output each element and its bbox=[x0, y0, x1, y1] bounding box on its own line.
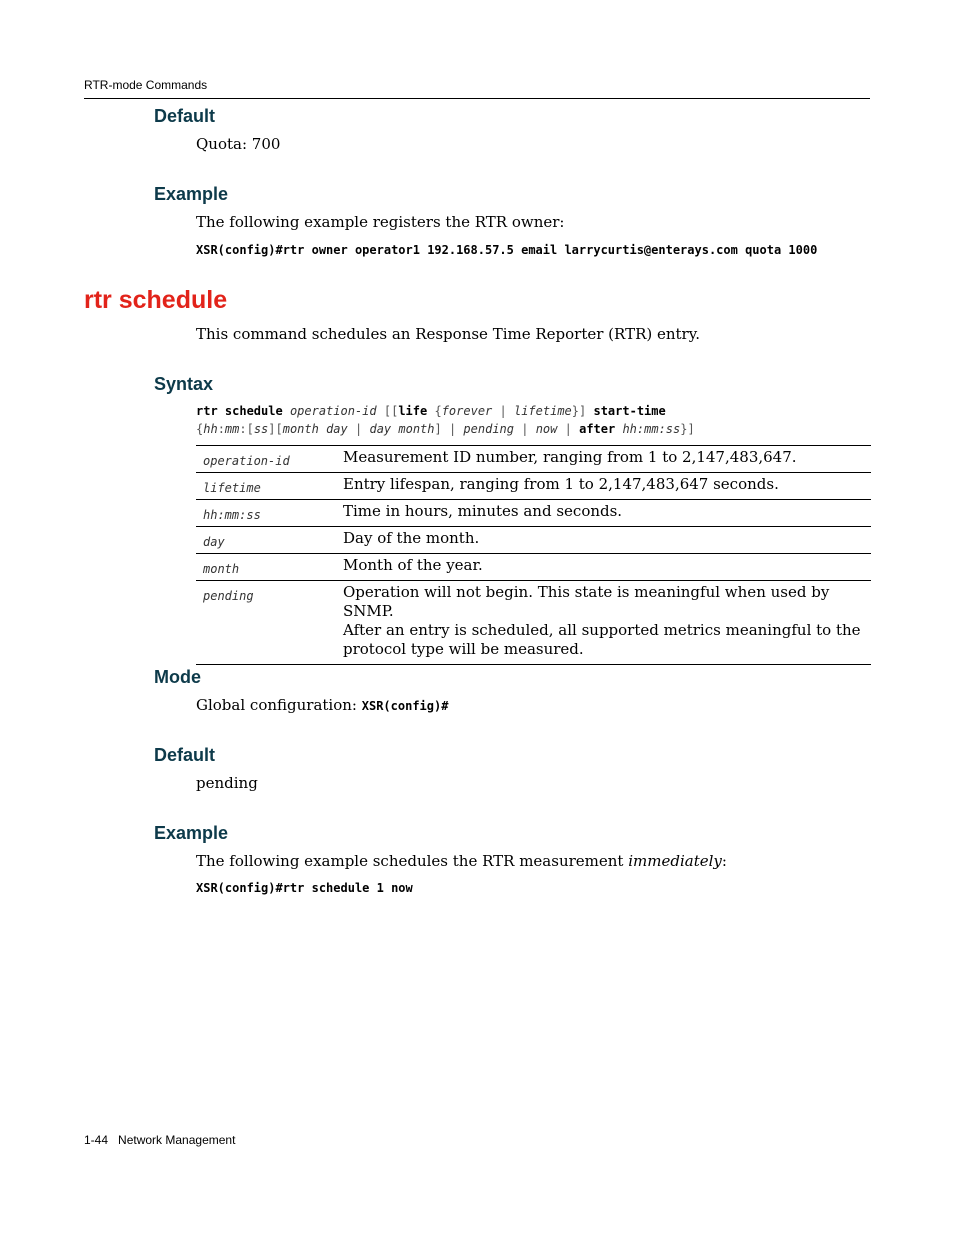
param-description: Measurement ID number, ranging from 1 to 2,147,483,647. bbox=[343, 446, 871, 473]
example-code-2: XSR(config)#rtr schedule 1 now bbox=[196, 881, 413, 895]
syntax-punctuation: { bbox=[434, 404, 442, 418]
page-number: 1-44 bbox=[84, 1133, 109, 1147]
syntax-argument: ss bbox=[253, 422, 269, 436]
table-row bbox=[196, 554, 871, 581]
default-heading: Default bbox=[154, 106, 216, 126]
syntax-keyword: start-time bbox=[593, 404, 666, 418]
default-text: Quota: 700 bbox=[196, 135, 281, 153]
syntax-argument: month day bbox=[282, 422, 348, 436]
param-description-line: protocol type will be measured. bbox=[343, 640, 584, 658]
param-term: operation-id bbox=[196, 446, 343, 473]
example-text-2 bbox=[196, 852, 727, 870]
syntax-punctuation: ][ bbox=[268, 422, 283, 436]
syntax-argument: operation-id bbox=[289, 404, 377, 418]
syntax-line-2 bbox=[196, 422, 695, 436]
syntax-punctuation: [[ bbox=[383, 404, 399, 418]
example-text-lead: The following example schedules the RTR measurement bbox=[196, 852, 624, 870]
default-heading-2: Default bbox=[154, 745, 216, 765]
table-row bbox=[196, 500, 871, 527]
example-text-emphasis: immediately bbox=[628, 852, 722, 870]
example-heading: Example bbox=[154, 184, 229, 204]
page-footer bbox=[84, 1133, 235, 1147]
syntax-punctuation: | bbox=[521, 422, 529, 436]
example-heading-2: Example bbox=[154, 823, 229, 843]
example-text: The following example registers the RTR owner: bbox=[196, 213, 565, 231]
example-text-tail: : bbox=[721, 852, 727, 870]
param-description: Day of the month. bbox=[343, 527, 871, 554]
footer-title: Network Management bbox=[118, 1133, 236, 1147]
header-rule bbox=[84, 98, 870, 99]
mode-text bbox=[196, 696, 448, 714]
param-term: hh:mm:ss bbox=[196, 500, 343, 527]
syntax-line-1 bbox=[196, 404, 666, 418]
syntax-punctuation: { bbox=[196, 422, 204, 436]
command-title: rtr schedule bbox=[84, 286, 228, 314]
param-term: month bbox=[196, 554, 343, 581]
syntax-keyword: after bbox=[579, 422, 616, 436]
table-row bbox=[196, 473, 871, 500]
syntax-heading: Syntax bbox=[154, 374, 214, 394]
param-description: Month of the year. bbox=[343, 554, 871, 581]
table-row bbox=[196, 527, 871, 554]
syntax-argument: hh:mm:ss bbox=[622, 422, 681, 436]
syntax-punctuation: :[ bbox=[239, 422, 254, 436]
syntax-argument: pending bbox=[463, 422, 514, 436]
syntax-punctuation: | bbox=[355, 422, 363, 436]
param-description: Time in hours, minutes and seconds. bbox=[343, 500, 871, 527]
syntax-punctuation: }] bbox=[571, 404, 587, 418]
parameter-table bbox=[196, 445, 871, 665]
syntax-argument: lifetime bbox=[513, 404, 572, 418]
param-description-line: After an entry is scheduled, all supported metrics meaningful to the bbox=[343, 621, 861, 639]
syntax-argument: day month bbox=[369, 422, 435, 436]
syntax-punctuation: | bbox=[564, 422, 572, 436]
table-row bbox=[196, 446, 871, 473]
syntax-argument: hh bbox=[203, 422, 218, 436]
table-row bbox=[196, 581, 871, 665]
syntax-argument: now bbox=[535, 422, 558, 436]
example-code: XSR(config)#rtr owner operator1 192.168.57.5 email larrycurtis@enterays.com quota 1000 bbox=[196, 243, 818, 257]
syntax-argument: mm bbox=[224, 422, 240, 436]
syntax-punctuation: }] bbox=[680, 422, 695, 436]
mode-label: Global configuration: bbox=[196, 696, 357, 714]
syntax-keyword: life bbox=[398, 404, 428, 418]
mode-prompt: XSR(config)# bbox=[361, 699, 449, 713]
mode-heading: Mode bbox=[154, 667, 201, 687]
syntax-argument: forever bbox=[441, 404, 493, 418]
default-text-2: pending bbox=[196, 774, 258, 792]
param-term: lifetime bbox=[196, 473, 343, 500]
param-term: day bbox=[196, 527, 343, 554]
syntax-punctuation: ] | bbox=[434, 422, 457, 436]
running-header: RTR-mode Commands bbox=[84, 78, 208, 92]
param-term: pending bbox=[196, 581, 343, 665]
syntax-punctuation: : bbox=[217, 422, 225, 436]
param-description: Entry lifespan, ranging from 1 to 2,147,483,647 seconds. bbox=[343, 473, 871, 500]
command-description: This command schedules an Response Time Reporter (RTR) entry. bbox=[196, 325, 700, 343]
param-description-line: Operation will not begin. This state is meaningful when used by SNMP. bbox=[343, 583, 830, 620]
param-description bbox=[343, 581, 871, 665]
syntax-punctuation: | bbox=[499, 404, 507, 418]
syntax-keyword: rtr schedule bbox=[196, 404, 283, 418]
